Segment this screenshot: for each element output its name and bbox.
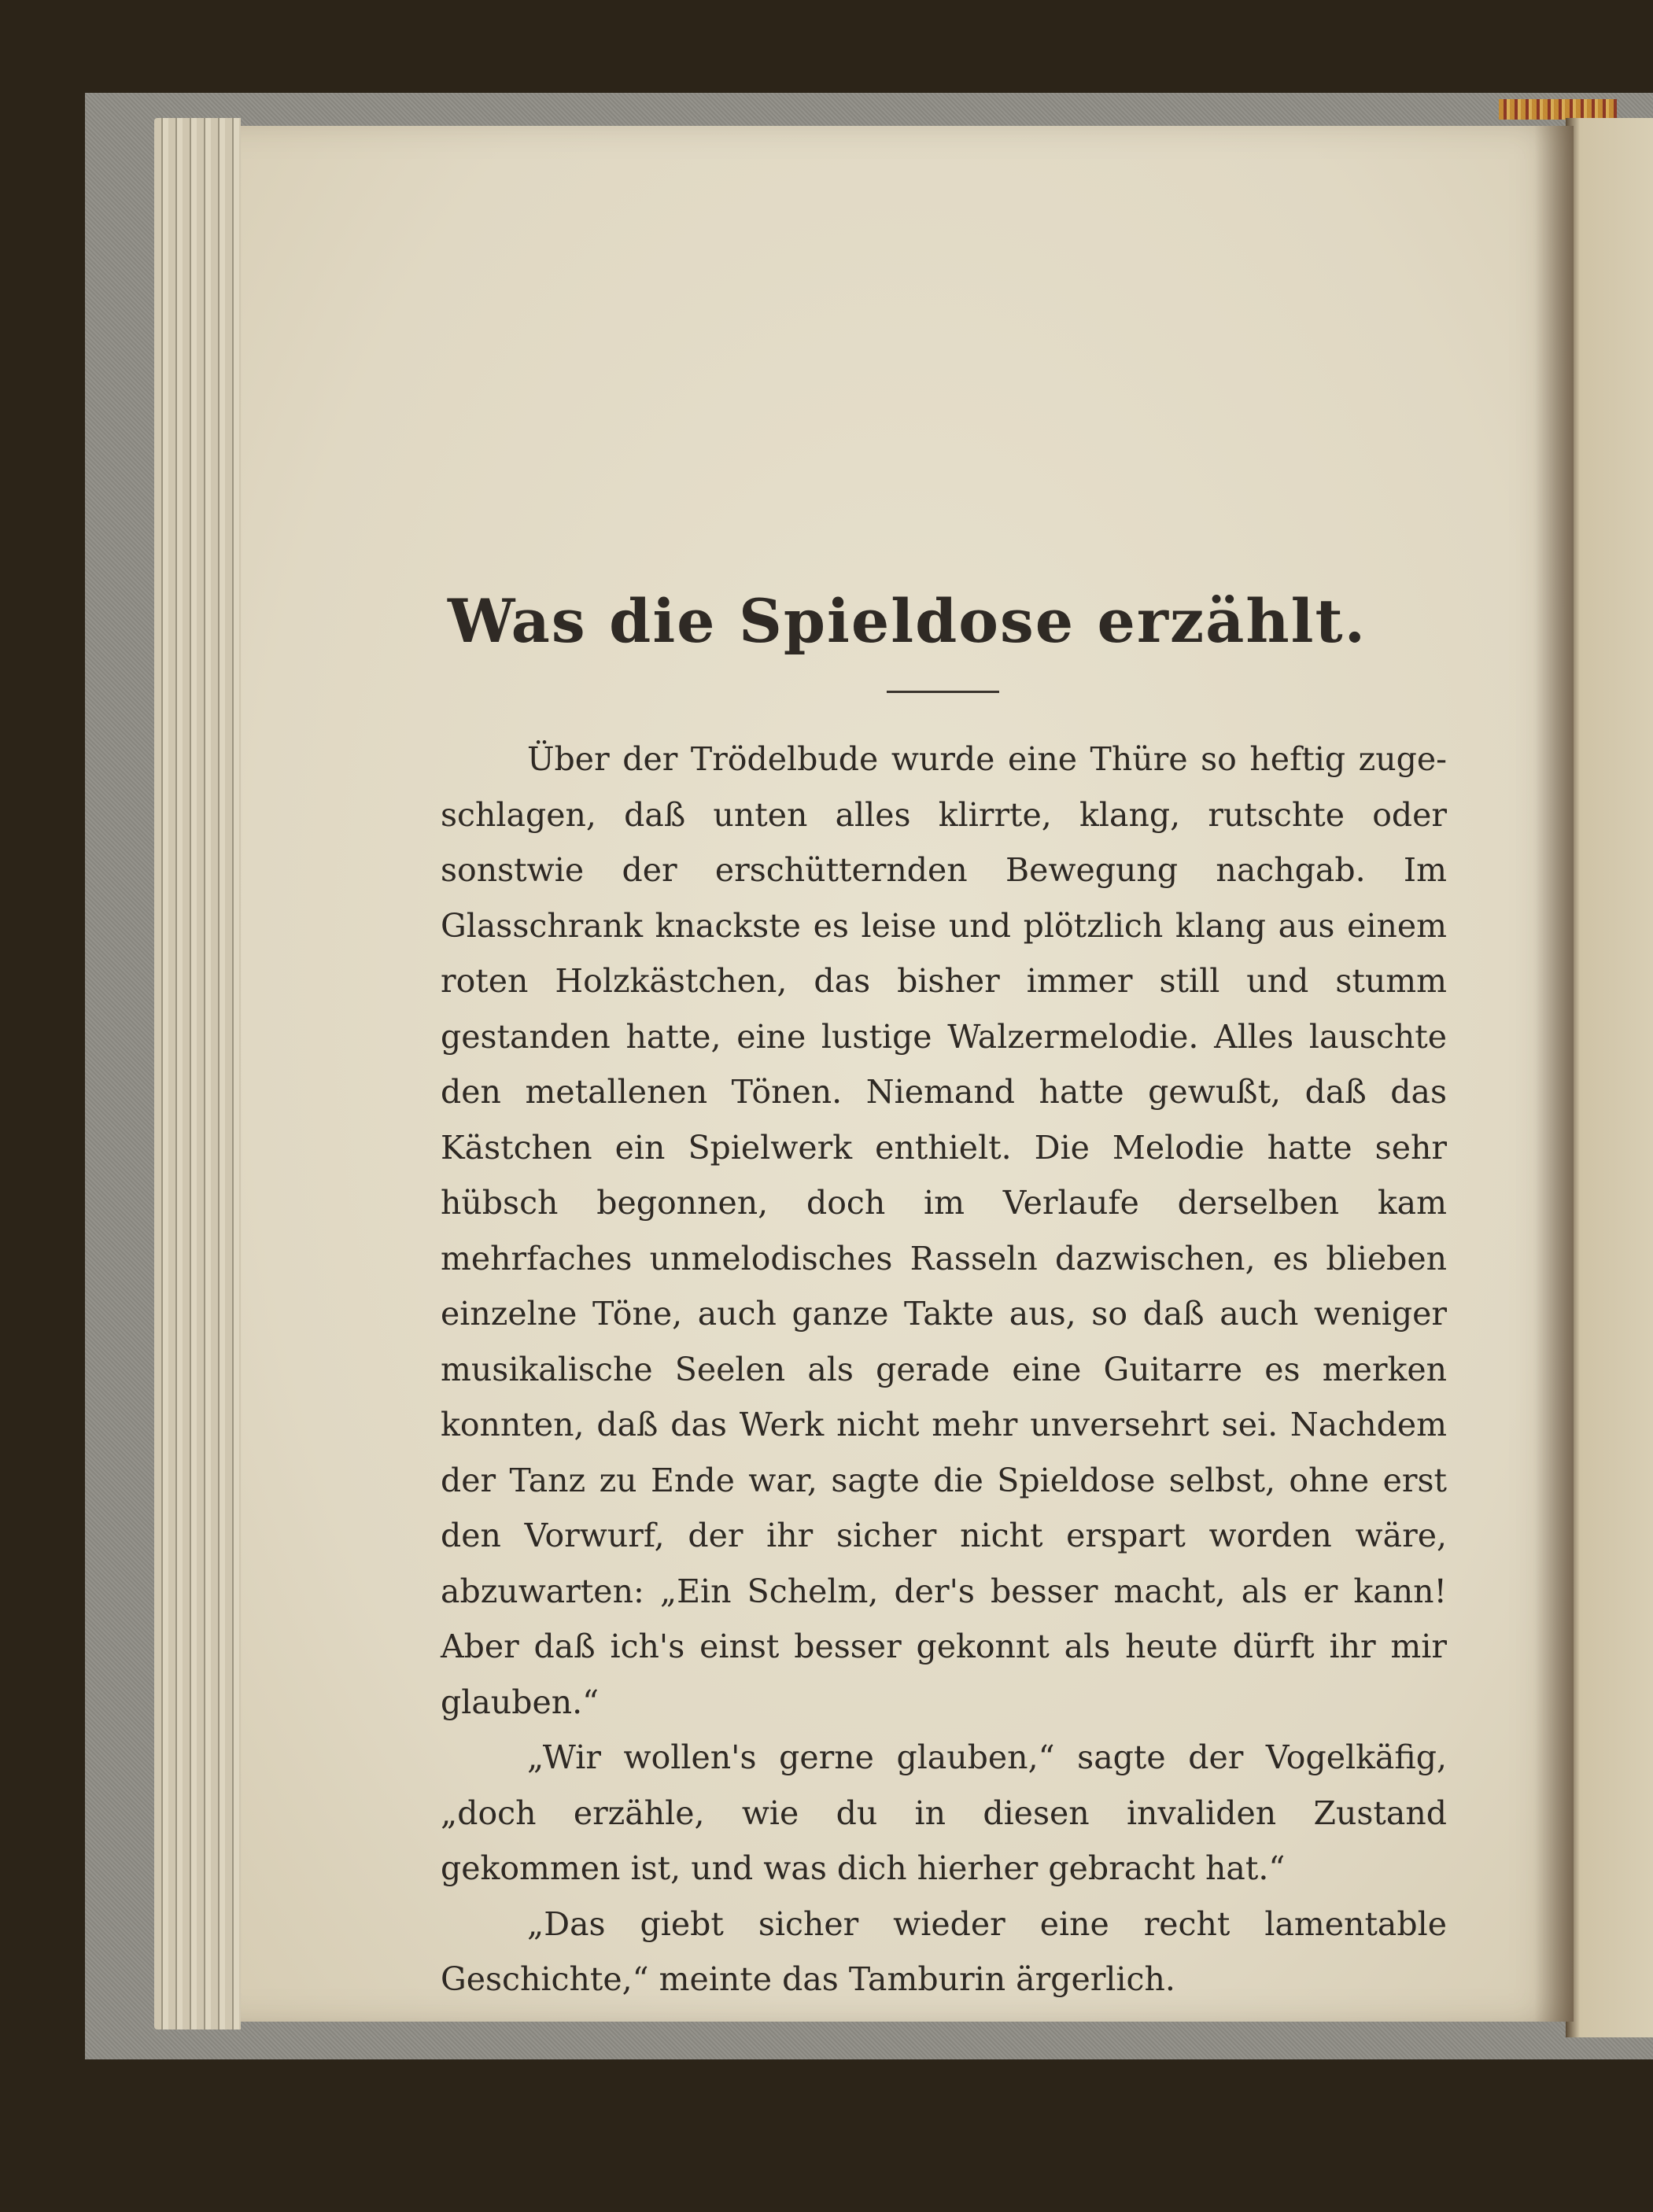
chapter-title: Was die Spieldose erzählt. bbox=[447, 586, 1367, 656]
page-fore-edge bbox=[154, 118, 241, 2030]
paragraph: Über der Trödelbude wurde eine Thüre so heftig zuge-schlagen, daß unten alles klirrte, klang, rutschte oder sonstwie der erschütternden Bewegung nachgab. Im Glasschrank knackste es leise und plötzlich klang aus einem roten Holzkästchen, das bisher immer still und stumm gestanden hatte, eine lustige Walzermelodie. Alles lauschte den metallenen Tönen. Niemand hatte gewußt, daß das Kästchen ein Spielwerk enthielt. Die Melodie hatte sehr hübsch begonnen, doch im Verlaufe derselben kam mehrfaches unmelodisches Rasseln dazwischen, es blieben einzelne Töne, auch ganze Takte aus, so daß auch weniger musikalische Seelen als gerade eine Guitarre es merken konnten, daß das Werk nicht mehr unversehrt sei. Nachdem der Tanz zu Ende war, sagte die Spieldose selbst, ohne erst den Vorwurf, der ihr sicher nicht erspart worden wäre, abzuwarten: „Ein Schelm, der's besser macht, als er kann! Aber daß ich's einst besser gekonnt als heute dürft ihr mir glauben.“ bbox=[441, 740, 1447, 1721]
right-page-edge bbox=[1566, 118, 1653, 2037]
book-page bbox=[241, 126, 1574, 2022]
paragraph: „Wir wollen's gerne glauben,“ sagte der Vogelkäfig, „doch erzähle, wie du in diesen invaliden Zustand gekommen ist, und was dich hierher gebracht hat.“ bbox=[441, 1738, 1447, 1887]
paragraph: „Das giebt sicher wieder eine recht lamentable Geschichte,“ meinte das Tamburin ärgerlich. bbox=[441, 1904, 1447, 1998]
book-headband bbox=[1499, 99, 1617, 120]
body-text bbox=[441, 732, 1447, 2007]
gutter-shadow bbox=[1534, 126, 1574, 2022]
title-divider bbox=[887, 691, 999, 693]
